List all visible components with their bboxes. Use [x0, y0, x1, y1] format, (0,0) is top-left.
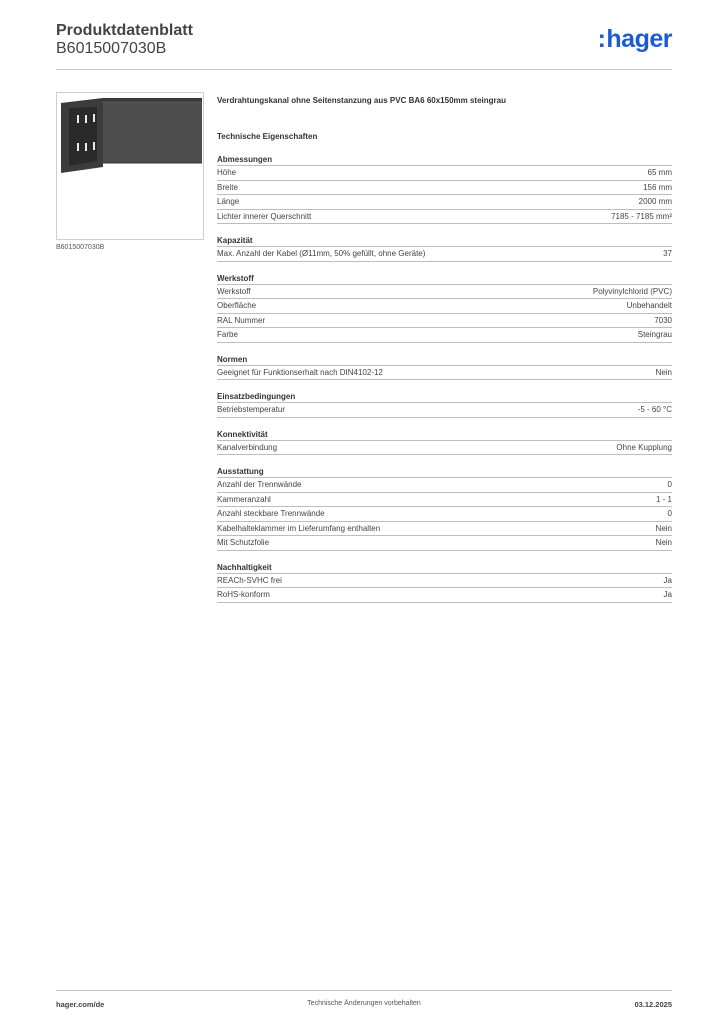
- property-value: 7030: [654, 315, 672, 325]
- property-value: -5 - 60 °C: [637, 405, 672, 414]
- group-title: Abmessungen: [217, 153, 672, 166]
- property-label: Länge: [217, 197, 240, 206]
- property-label: Kabelhalteklammer im Lieferumfang enthalten: [217, 523, 381, 533]
- property-row: [217, 195, 672, 210]
- image-caption: B6015007030B: [56, 244, 105, 251]
- property-value: Nein: [655, 538, 672, 547]
- property-row: [217, 403, 672, 418]
- property-value: 0: [667, 509, 672, 518]
- property-row: [217, 493, 672, 508]
- property-label: Werkstoff: [217, 286, 251, 296]
- property-row: [217, 536, 672, 551]
- page-footer: [56, 990, 672, 1010]
- hager-logo: :hager: [597, 25, 672, 53]
- property-row: [217, 299, 672, 314]
- property-groups: [217, 153, 672, 603]
- document-title: Produktdatenblatt: [56, 22, 193, 39]
- property-row: [217, 314, 672, 329]
- footer-website[interactable]: hager.com/de: [56, 1000, 105, 1009]
- property-row: [217, 522, 672, 537]
- property-label: Kammeranzahl: [217, 494, 271, 504]
- property-label: Anzahl der Trennwände: [217, 480, 302, 489]
- property-label: RAL Nummer: [217, 315, 266, 325]
- property-row: [217, 478, 672, 493]
- group-title: Kapazität: [217, 234, 672, 247]
- property-group: [217, 428, 672, 456]
- property-row: [217, 210, 672, 225]
- technical-content: [217, 95, 672, 603]
- property-row: [217, 441, 672, 456]
- group-title: Normen: [217, 353, 672, 366]
- property-group: [217, 272, 672, 343]
- footer-date: 03.12.2025: [634, 1000, 672, 1009]
- property-row: [217, 588, 672, 603]
- property-label: RoHS-konform: [217, 590, 270, 599]
- property-label: REACh-SVHC frei: [217, 575, 282, 585]
- property-group: [217, 465, 672, 551]
- property-group: [217, 234, 672, 262]
- property-value: 65 mm: [647, 168, 672, 177]
- logo-text: hager: [606, 25, 672, 53]
- product-image: [56, 92, 204, 240]
- footer-note: Technische Änderungen vorbehalten: [307, 1000, 421, 1007]
- property-value: 0: [667, 480, 672, 489]
- property-value: 7185 - 7185 mm²: [611, 211, 672, 221]
- group-title: Werkstoff: [217, 272, 672, 285]
- property-value: Nein: [655, 523, 672, 533]
- property-value: Polyvinylchlorid (PVC): [592, 286, 672, 296]
- property-label: Mit Schutzfolie: [217, 538, 270, 547]
- property-row: [217, 328, 672, 343]
- property-value: Unbehandelt: [626, 301, 672, 310]
- property-value: 2000 mm: [638, 197, 672, 206]
- article-number: B6015007030B: [56, 40, 167, 57]
- property-value: Ohne Kupplung: [616, 442, 672, 452]
- cable-duct-illustration: [57, 93, 203, 239]
- property-value: Nein: [655, 367, 672, 377]
- property-label: Max. Anzahl der Kabel (Ø11mm, 50% gefüllt, ohne Geräte): [217, 249, 426, 258]
- property-value: 1 - 1: [655, 494, 672, 504]
- property-label: Geeignet für Funktionserhalt nach DIN4102-12: [217, 367, 383, 377]
- property-row: [217, 574, 672, 589]
- property-group: [217, 561, 672, 603]
- property-group: [217, 353, 672, 381]
- property-label: Anzahl steckbare Trennwände: [217, 509, 325, 518]
- property-label: Lichter innerer Querschnitt: [217, 211, 312, 221]
- property-value: 156 mm: [643, 182, 672, 192]
- property-row: [217, 285, 672, 300]
- property-value: 37: [663, 249, 672, 258]
- property-label: Breite: [217, 182, 238, 192]
- property-value: Ja: [663, 575, 672, 585]
- property-row: [217, 181, 672, 196]
- property-label: Kanalverbindung: [217, 442, 278, 452]
- property-row: [217, 166, 672, 181]
- property-row: [217, 366, 672, 381]
- property-group: [217, 153, 672, 224]
- group-title: Einsatzbedingungen: [217, 390, 672, 403]
- property-row: [217, 507, 672, 522]
- property-value: Ja: [663, 590, 672, 599]
- group-title: Nachhaltigkeit: [217, 561, 672, 574]
- group-title: Konnektivität: [217, 428, 672, 441]
- property-row: [217, 247, 672, 262]
- property-group: [217, 390, 672, 418]
- product-title: Verdrahtungskanal ohne Seitenstanzung aus PVC BA6 60x150mm steingrau: [217, 96, 506, 105]
- group-title: Ausstattung: [217, 465, 672, 478]
- page-header: [56, 20, 672, 70]
- property-value: Steingrau: [637, 330, 672, 339]
- property-label: Betriebstemperatur: [217, 405, 286, 414]
- technical-properties-heading: Technische Eigenschaften: [217, 132, 318, 141]
- property-label: Farbe: [217, 330, 238, 339]
- property-label: Oberfläche: [217, 301, 257, 310]
- property-label: Höhe: [217, 168, 237, 177]
